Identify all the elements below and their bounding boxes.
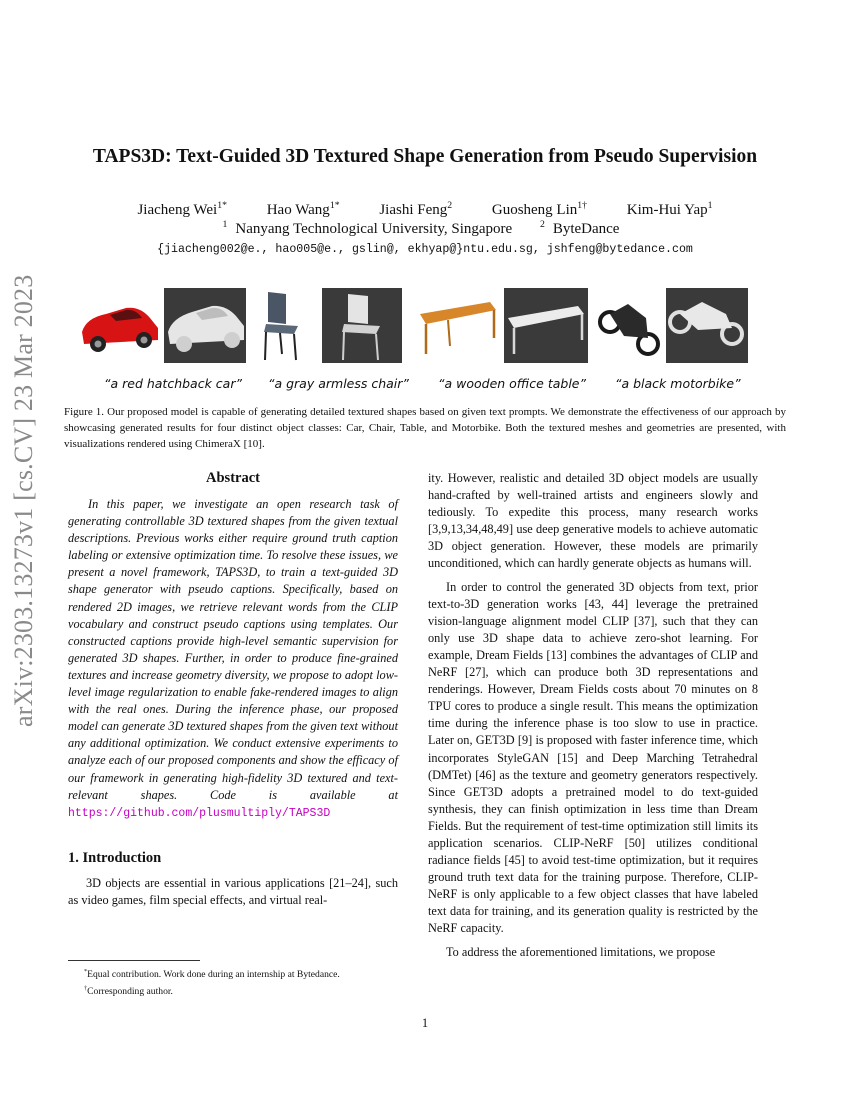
left-column	[68, 470, 398, 909]
teaser-figure	[76, 288, 748, 363]
caption-car: “a red hatchback car”	[104, 376, 242, 391]
caption-table: “a wooden office table”	[438, 376, 586, 391]
car-geometry-image	[164, 288, 246, 363]
abstract-heading: Abstract	[206, 470, 260, 486]
wooden-table-image	[414, 288, 498, 363]
caption-chair: “a gray armless chair”	[268, 376, 409, 391]
paper-title: TAPS3D: Text-Guided 3D Textured Shape Generation from Pseudo Supervision	[92, 146, 758, 167]
author-1: Jiacheng Wei$^{1*}$	[137, 200, 227, 218]
right-paragraph-3: To address the aforementioned limitations, we propose	[446, 944, 716, 959]
red-car-image	[76, 288, 160, 363]
chair-geometry-image	[322, 288, 402, 363]
code-link[interactable]: https://github.com/plusmultiply/TAPS3D	[68, 806, 331, 820]
table-geometry-image	[504, 288, 588, 363]
right-paragraph-1: ity. However, realistic and detailed 3D object models are usually hand-crafted by well-trained artists and engineers slowly and tediously. To expedite this process, many research works [3,9,13,34,48,49] use deep generative models to achieve automatic 3D object generation. However, these models are primarily unconditioned, which can hardly generate objects as humans will.	[428, 471, 758, 571]
black-motorbike-image	[596, 288, 662, 363]
footnote-1: *Equal contribution. Work done during an internship at Bytedance.	[84, 968, 340, 981]
arxiv-stamp: arXiv:2303.13273v1 [cs.CV] 23 Mar 2023	[9, 274, 38, 727]
footnotes	[68, 960, 398, 999]
gray-chair-image	[258, 288, 308, 363]
affiliation-2: $^2$ ByteDance	[539, 219, 620, 237]
footnote-2: †Corresponding author.	[84, 985, 173, 998]
author-3: Jiashi Feng$^2$	[379, 200, 453, 218]
author-emails: {jiacheng002@e., hao005@e., gslin@, ekhyap@}ntu.edu.sg, jshfeng@bytedance.com	[157, 243, 693, 256]
caption-motorbike: “a black motorbike”	[615, 376, 741, 391]
page-number: 1	[421, 1016, 429, 1030]
intro-heading: 1. Introduction	[68, 849, 162, 866]
affiliation-1: $^1$ Nanyang Technological University, Singapore	[222, 219, 513, 237]
abstract-text: In this paper, we investigate an open research task of generating controllable 3D textured shapes from the given textual descriptions. Previous works either require ground truth caption labeling or extensive optimization time. To resolve these issues, we present a novel framework, TAPS3D, to train a text-guided 3D shape generator with pseudo captions. Specifically, based on rendered 2D images, we retrieve relevant words from the CLIP vocabulary and construct pseudo captions using templates. Our constructed captions provide high-level semantic supervision for generated 3D shapes. Further, in order to produce fine-grained textures and increase geometry diversity, we propose to adopt low-level image regularization to enable fake-rendered images to align with the real ones. During the inference phase, our proposed model can generate 3D textured shapes from the given text without any additional optimization. We conduct extensive experiments to analyze each of our proposed components and show the efficacy of our framework in generating high-fidelity 3D textured and text-relevant shapes. Code is available at https://github.com/plusmultiply/TAPS3D	[68, 497, 398, 820]
intro-paragraph: 3D objects are essential in various applications [21–24], such as video games, film special effects, and virtual real-	[68, 875, 398, 907]
footnote-rule	[68, 960, 200, 961]
figure-caption: Figure 1. Our proposed model is capable of generating detailed textured shapes based on given text prompts. We demonstrate the effectiveness of our approach by showcasing generated results for four distinct object classes: Car, Chair, Table, and Motorbike. Both the textured meshes and geometries are presented, with visualizations rendered using ChimeraX [10].	[64, 406, 786, 450]
author-2: Hao Wang$^{1*}$	[266, 200, 340, 218]
affiliations	[0, 219, 850, 238]
author-4: Guosheng Lin$^{1\dagger}$	[491, 200, 588, 218]
motorbike-geometry-image	[666, 288, 748, 363]
author-list	[0, 200, 850, 219]
right-column	[428, 470, 758, 961]
author-5: Kim-Hui Yap$^1$	[626, 200, 713, 218]
right-paragraph-2: In order to control the generated 3D objects from text, prior text-to-3D generation works [43, 44] leverage the pretrained vision-language alignment model CLIP [37], such that they can only use 3D shape data to achieve zero-shot learning. For example, Dream Fields [13] combines the advantages of CLIP and NeRF [27], which can produce both 3D representations and renderings. However, Dream Fields costs about 70 minutes on 8 TPU cores to produce a single result. This means the optimization time during the inference phase is too slow to use in practice. Later on, GET3D [9] is proposed with faster inference time, which incorporates StyleGAN [15] and Deep Marching Tetrahedral (DMTet) [46] as the texture and geometry generators respectively. Since GET3D adopts a pretrained model to do text-guided synthesis, they can finish optimization in less time than Dream Fields. But the requirement of test-time optimization still limits its application scenarios. CLIP-NeRF [50] utilizes conditional radiance fields [45] to avoid test-time optimization, but it requires ground truth text data for the training purpose. Therefore, CLIP-NeRF is only applicable to a few object classes that have labeled text data for training, and its generation quality is restricted by the NeRF capacity.	[428, 579, 758, 936]
